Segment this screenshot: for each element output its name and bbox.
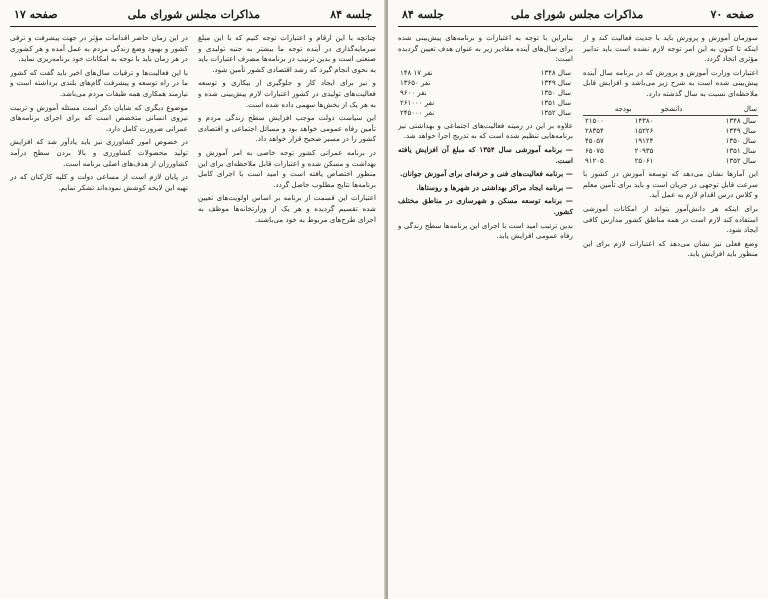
table-cell: سال ۱۳۵۱ [725,147,756,156]
table-cell: ۱۳۶۵۰ نفر [400,78,431,87]
paragraph: برای اینکه هر دانش‌آموز بتواند از امکانات آموزشی استفاده کند لازم است در همه مناطق کشور مدارس کافی ایجاد شود. [583,203,758,235]
list-item: — برنامه فعالیت‌های فنی و حرفه‌ای برای آموزش جوانان. [399,169,573,179]
table-cell: ۱۴۳۸۰ [634,117,654,126]
paragraph: در برنامه عمرانی کشور توجه خاصی به امر آموزش و بهداشت و مسکن شده و اعتبارات قابل ملاحظه‌ای برای این منظور اختصاص یافته است و امید است با اجرای کامل برنامه‌ها نتایج مطلوب حاصل گردد. [198,147,376,189]
paragraph: با این فعالیت‌ها و ترقیات سال‌های اخیر باید گفت که کشور ما در راه توسعه و پیشرفت گام‌های بلندی برداشته است و نیازمند همکاری همه طبقات مردم می‌باشد. [10,67,188,98]
paragraph: موضوع دیگری که شایان ذکر است مسئله آموزش و تربیت نیروی انسانی متخصص است که برای اجرای برنامه‌های عمرانی ضرورت کامل دارد. [10,102,188,133]
right-page-right-column [583,33,758,593]
paragraph: و نیز برای ایجاد کار و جلوگیری از بیکاری و توسعه فعالیت‌های تولیدی در کشور اعتبارات لازم پیش‌بینی شده و به هر یک از بخش‌ها سهمی داده شده است. [198,78,376,109]
paragraph: در خصوص امور کشاورزی نیز باید یادآور شد که افزایش تولید محصولات کشاورزی و بالا بردن سطح درآمد کشاورزان از هدف‌های اصلی برنامه است. [10,137,188,168]
table-cell: ۲۸۳۵۴ [585,127,604,136]
right-page-columns [398,33,758,593]
right-page-number: صفحه ۷۰ [710,8,754,21]
paragraph: بنابراین با توجه به اعتبارات و برنامه‌های پیش‌بینی شده برای سال‌های آینده مقادیر زیر به عنوان هدف تعیین گردیده است: [398,33,573,64]
paragraph: این آمارها نشان می‌دهد که توسعه آموزش در کشور با سرعت قابل توجهی در جریان است و باید برای تأمین معلم و کلاس درس اقدام لازم به عمل آید. [583,169,758,200]
statistics-table-b [398,68,573,118]
table-row [398,88,573,98]
table-cell: ۲۴۵۰۰۰ نفر [400,108,435,117]
left-page-right-column [198,33,376,593]
paragraph: این سیاست دولت موجب افزایش سطح زندگی مردم و تأمین رفاه عمومی خواهد بود و مسائل اجتماعی و اقتصادی کشور را در مسیر صحیح قرار خواهد داد. [198,113,376,144]
table-row [583,146,758,156]
table-cell: سال ۱۳۵۰ [540,88,571,97]
table-cell: سال ۱۳۵۲ [540,108,571,117]
table-cell: ۲۰۹۳۵ [634,147,654,156]
table-row [583,136,758,146]
table-row [583,116,758,127]
table-row [398,68,573,78]
statistics-table-a [583,103,758,167]
left-page-session: جلسه ۸۴ [330,8,372,21]
paragraph: بدین ترتیب امید است با اجرای این برنامه‌ها سطح زندگی و رفاه عمومی افزایش یابد. [398,220,573,241]
table-row [583,156,758,166]
table-cell: ۲۱۵۰۰ [585,117,604,126]
list-item: — برنامه آموزشی سال ۱۳۵۴ که مبلغ آن افزایش یافته است. [398,144,573,165]
list-item: — برنامه ایجاد مراکز بهداشتی در شهرها و روستاها. [416,182,573,192]
table-cell: سال ۱۳۵۱ [540,98,571,107]
table-header: بودجه [583,103,633,116]
left-page-columns [10,33,376,593]
right-page-title: مذاکرات مجلس شورای ملی [511,8,644,21]
table-cell: ۴۵۰۵۷ [585,137,604,146]
paragraph: اعتبارات وزارت آموزش و پرورش که در برنامه سال آینده پیش‌بینی شده است به شرح زیر می‌باشد و افزایش قابل ملاحظه‌ای نسبت به سال گذشته دارد. [583,67,758,98]
table-cell: ۱۴۸ ۱۷ نفر [400,68,433,77]
paragraph: در این زمان حاضر اقدامات مؤثر در جهت پیشرفت و ترقی کشور و بهبود وضع زندگی مردم به عمل آمده و هر کشوری در هر زمان باید با توجه به امکانات خود برنامه‌ریزی نماید. [10,33,188,64]
paragraph: علاوه بر این در زمینه فعالیت‌های اجتماعی و بهداشتی نیز برنامه‌هایی تنظیم شده است که به تدریج اجرا خواهد شد. [398,120,573,141]
paragraph: چنانچه با این ارقام و اعتبارات توجه کنیم که با این مبلغ سرمایه‌گذاری در آینده توجه ما بیشتر به جنبه تولیدی و صنعتی است و بدین ترتیب در برنامه‌ها مصرف اعتبارات باید به نحوی انجام گیرد که رشد اقتصادی کشور تأمین شود. [198,33,376,74]
paragraph: اعتبارات این قسمت از برنامه بر اساس اولویت‌های تعیین شده تقسیم گردیده و هر یک از وزارتخانه‌ها موظف به اجرای طرح‌های مربوط به خود می‌باشند. [198,193,376,224]
paragraph: سوزمان آموزش و پرورش باید با جدیت فعالیت کند و از اینکه تا کنون به این امر توجه لازم نشده است باید تدابیر مؤثری اتخاذ گردد. [583,33,758,64]
right-page [388,0,768,599]
table-header: دانشجو [633,103,684,116]
paragraph: وضع فعلی نیز نشان می‌دهد که اعتبارات لازم برای این منظور باید افزایش یابد. [583,238,758,259]
table-cell: سال ۱۳۵۰ [725,137,756,146]
left-page-left-column [10,33,188,593]
table-row [398,108,573,118]
table-header: سال [683,103,758,116]
right-page-session: جلسه ۸۴ [402,8,444,21]
right-page-left-column [398,33,573,593]
table-row [583,126,758,136]
left-page-header [10,6,376,27]
table-cell: سال ۱۳۴۸ [540,68,571,77]
table-row [398,78,573,88]
table-cell: ۱۹۱۲۴ [634,137,654,146]
table-cell: ۹۱۲۰۵ [585,157,604,166]
table-cell: سال ۱۳۴۹ [540,78,571,87]
table-cell: ۲۵۰۶۱ [634,157,654,166]
table-row [398,98,573,108]
table-header-row [583,103,758,116]
right-page-header [398,6,758,27]
table-cell: سال ۱۳۴۹ [725,127,756,136]
table-cell: ۶۵۰۷۵ [585,147,604,156]
table-cell: ۲۶۱۰۰۰ نفر [400,98,435,107]
left-page-title: مذاکرات مجلس شورای ملی [127,8,260,21]
table-cell: سال ۱۳۴۸ [725,117,756,126]
paragraph: در پایان لازم است از مساعی دولت و کلیه کارکنان که در تهیه این لایحه کوشش نموده‌اند تشکر نمایم. [10,172,188,192]
left-page-number: صفحه ۱۷ [14,8,58,21]
table-cell: ۹۶۰۰ نفر [400,88,427,97]
list-item: — برنامه توسعه مسکن و شهرسازی در مناطق مختلف کشور. [398,196,573,216]
table-cell: ۱۵۲۲۶ [634,127,654,136]
table-cell: سال ۱۳۵۲ [725,157,756,166]
